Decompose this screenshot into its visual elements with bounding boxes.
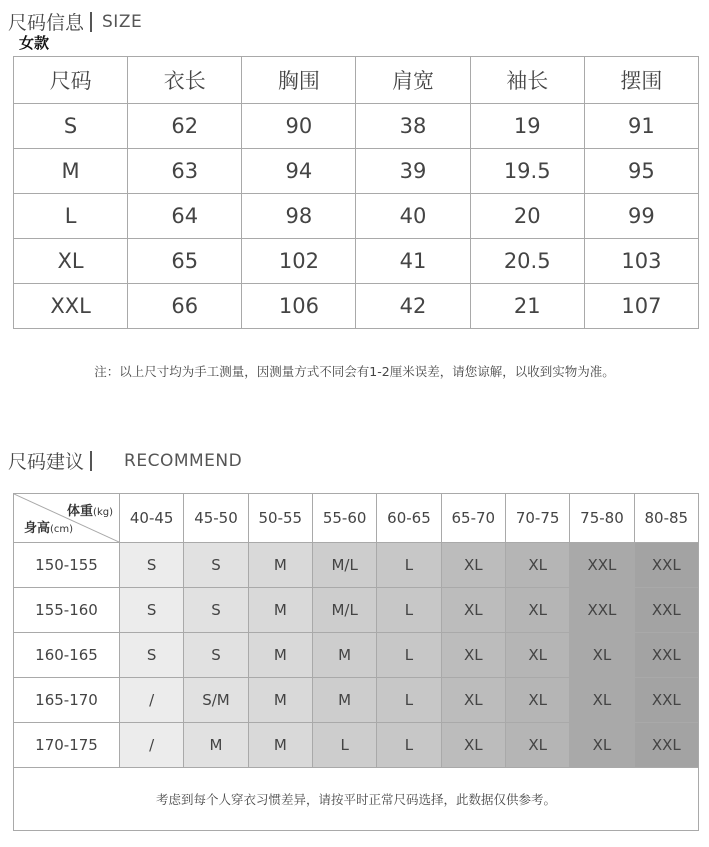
recommended-size-cell: XL [505, 723, 569, 768]
gender-tag: 女款 [19, 34, 50, 52]
weight-range-header: 65-70 [441, 494, 505, 543]
size-table-cell: 20.5 [470, 239, 584, 284]
weight-range-header: 45-50 [184, 494, 248, 543]
recommended-size-cell: L [377, 588, 441, 633]
size-table-cell: 62 [128, 104, 242, 149]
size-table-cell: 38 [356, 104, 470, 149]
recommended-size-cell: XXL [634, 678, 698, 723]
recommend-row [14, 678, 699, 723]
size-table-cell: 98 [242, 194, 356, 239]
measurement-note: 注：以上尺寸均为手工测量，因测量方式不同会有1-2厘米误差，请您谅解，以收到实物为准。 [94, 364, 615, 379]
recommended-size-cell: M/L [312, 588, 376, 633]
recommended-size-cell: M [312, 678, 376, 723]
recommended-size-cell: L [377, 678, 441, 723]
recommended-size-cell: M [248, 633, 312, 678]
weight-range-header: 55-60 [312, 494, 376, 543]
size-table-cell: 102 [242, 239, 356, 284]
recommend-title-en: RECOMMEND [124, 450, 243, 471]
size-table-cell: 103 [584, 239, 698, 284]
weight-range-header: 70-75 [505, 494, 569, 543]
size-table-cell: 39 [356, 149, 470, 194]
recommended-size-cell: XL [441, 633, 505, 678]
size-table-header-cell: 袖长 [470, 57, 584, 104]
size-table-cell: 63 [128, 149, 242, 194]
recommend-row [14, 723, 699, 768]
recommended-size-cell: L [377, 723, 441, 768]
height-range-header: 150-155 [14, 543, 120, 588]
size-table-cell: 90 [242, 104, 356, 149]
recommended-size-cell: M [248, 678, 312, 723]
weight-range-header: 75-80 [570, 494, 634, 543]
recommended-size-cell: / [120, 678, 184, 723]
recommended-size-cell: XL [570, 678, 634, 723]
size-table-cell: 40 [356, 194, 470, 239]
recommended-size-cell: XL [570, 633, 634, 678]
recommended-size-cell: S [184, 633, 248, 678]
size-table-cell: L [14, 194, 128, 239]
recommend-header-row [14, 494, 699, 543]
height-range-header: 165-170 [14, 678, 120, 723]
weight-axis-label: 体重(kg) [67, 504, 113, 519]
recommended-size-cell: XXL [634, 588, 698, 633]
size-table-cell: 20 [470, 194, 584, 239]
size-table-cell: 19.5 [470, 149, 584, 194]
recommend-section-header [8, 447, 242, 474]
recommend-footer-note: 考虑到每个人穿衣习惯差异，请按平时正常尺码选择，此数据仅供参考。 [13, 767, 699, 831]
size-table-row [14, 239, 699, 284]
recommended-size-cell: XXL [634, 723, 698, 768]
recommended-size-cell: S/M [184, 678, 248, 723]
height-range-header: 170-175 [14, 723, 120, 768]
size-table-cell: S [14, 104, 128, 149]
height-axis-label: 身高(cm) [24, 521, 74, 536]
size-table-header-cell: 尺码 [14, 57, 128, 104]
title-divider [90, 12, 92, 32]
recommended-size-cell: XXL [634, 633, 698, 678]
size-table-cell: XXL [14, 284, 128, 329]
recommended-size-cell: XL [441, 678, 505, 723]
recommend-row [14, 633, 699, 678]
recommended-size-cell: XL [441, 723, 505, 768]
size-table-cell: 107 [584, 284, 698, 329]
recommended-size-cell: M [248, 543, 312, 588]
recommended-size-cell: L [377, 633, 441, 678]
recommended-size-cell: L [312, 723, 376, 768]
size-table-row [14, 284, 699, 329]
recommended-size-cell: XL [441, 588, 505, 633]
recommended-size-cell: M [184, 723, 248, 768]
size-title-en: SIZE [102, 11, 143, 32]
recommended-size-cell: XL [505, 543, 569, 588]
height-range-header: 160-165 [14, 633, 120, 678]
recommended-size-cell: XXL [570, 543, 634, 588]
corner-header-cell [14, 494, 120, 543]
size-table-cell: 19 [470, 104, 584, 149]
recommended-size-cell: S [184, 588, 248, 633]
recommended-size-cell: M [248, 588, 312, 633]
recommended-size-cell: XL [570, 723, 634, 768]
weight-range-header: 80-85 [634, 494, 698, 543]
recommended-size-cell: XXL [570, 588, 634, 633]
recommend-table [13, 493, 699, 768]
recommended-size-cell: XL [441, 543, 505, 588]
size-section-header [8, 8, 142, 35]
size-title-zh: 尺码信息 [8, 12, 85, 34]
weight-range-header: 50-55 [248, 494, 312, 543]
weight-range-header: 40-45 [120, 494, 184, 543]
recommended-size-cell: M/L [312, 543, 376, 588]
size-table-cell: M [14, 149, 128, 194]
recommended-size-cell: M [248, 723, 312, 768]
size-table-row [14, 194, 699, 239]
size-table-cell: 91 [584, 104, 698, 149]
recommend-row [14, 543, 699, 588]
size-table-header-cell: 衣长 [128, 57, 242, 104]
size-table-cell: 41 [356, 239, 470, 284]
size-table-row [14, 149, 699, 194]
size-table-cell: 65 [128, 239, 242, 284]
size-table-header-cell: 胸围 [242, 57, 356, 104]
size-table-cell: 42 [356, 284, 470, 329]
recommended-size-cell: S [120, 633, 184, 678]
size-table-cell: 95 [584, 149, 698, 194]
size-table-cell: 66 [128, 284, 242, 329]
recommended-size-cell: XXL [634, 543, 698, 588]
size-table-cell: 94 [242, 149, 356, 194]
title-divider [90, 451, 92, 471]
height-range-header: 155-160 [14, 588, 120, 633]
recommended-size-cell: / [120, 723, 184, 768]
recommended-size-cell: S [120, 543, 184, 588]
recommended-size-cell: XL [505, 678, 569, 723]
recommended-size-cell: XL [505, 633, 569, 678]
recommended-size-cell: L [377, 543, 441, 588]
size-table-header-cell: 摆围 [584, 57, 698, 104]
size-table-header-row [14, 57, 699, 104]
recommend-title-zh: 尺码建议 [8, 451, 85, 473]
size-table-row [14, 104, 699, 149]
recommended-size-cell: M [312, 633, 376, 678]
size-table-cell: XL [14, 239, 128, 284]
recommended-size-cell: S [120, 588, 184, 633]
size-table-header-cell: 肩宽 [356, 57, 470, 104]
size-table [13, 56, 699, 329]
recommend-row [14, 588, 699, 633]
size-table-cell: 21 [470, 284, 584, 329]
size-table-cell: 106 [242, 284, 356, 329]
weight-range-header: 60-65 [377, 494, 441, 543]
size-table-cell: 99 [584, 194, 698, 239]
recommended-size-cell: S [184, 543, 248, 588]
size-table-cell: 64 [128, 194, 242, 239]
recommended-size-cell: XL [505, 588, 569, 633]
